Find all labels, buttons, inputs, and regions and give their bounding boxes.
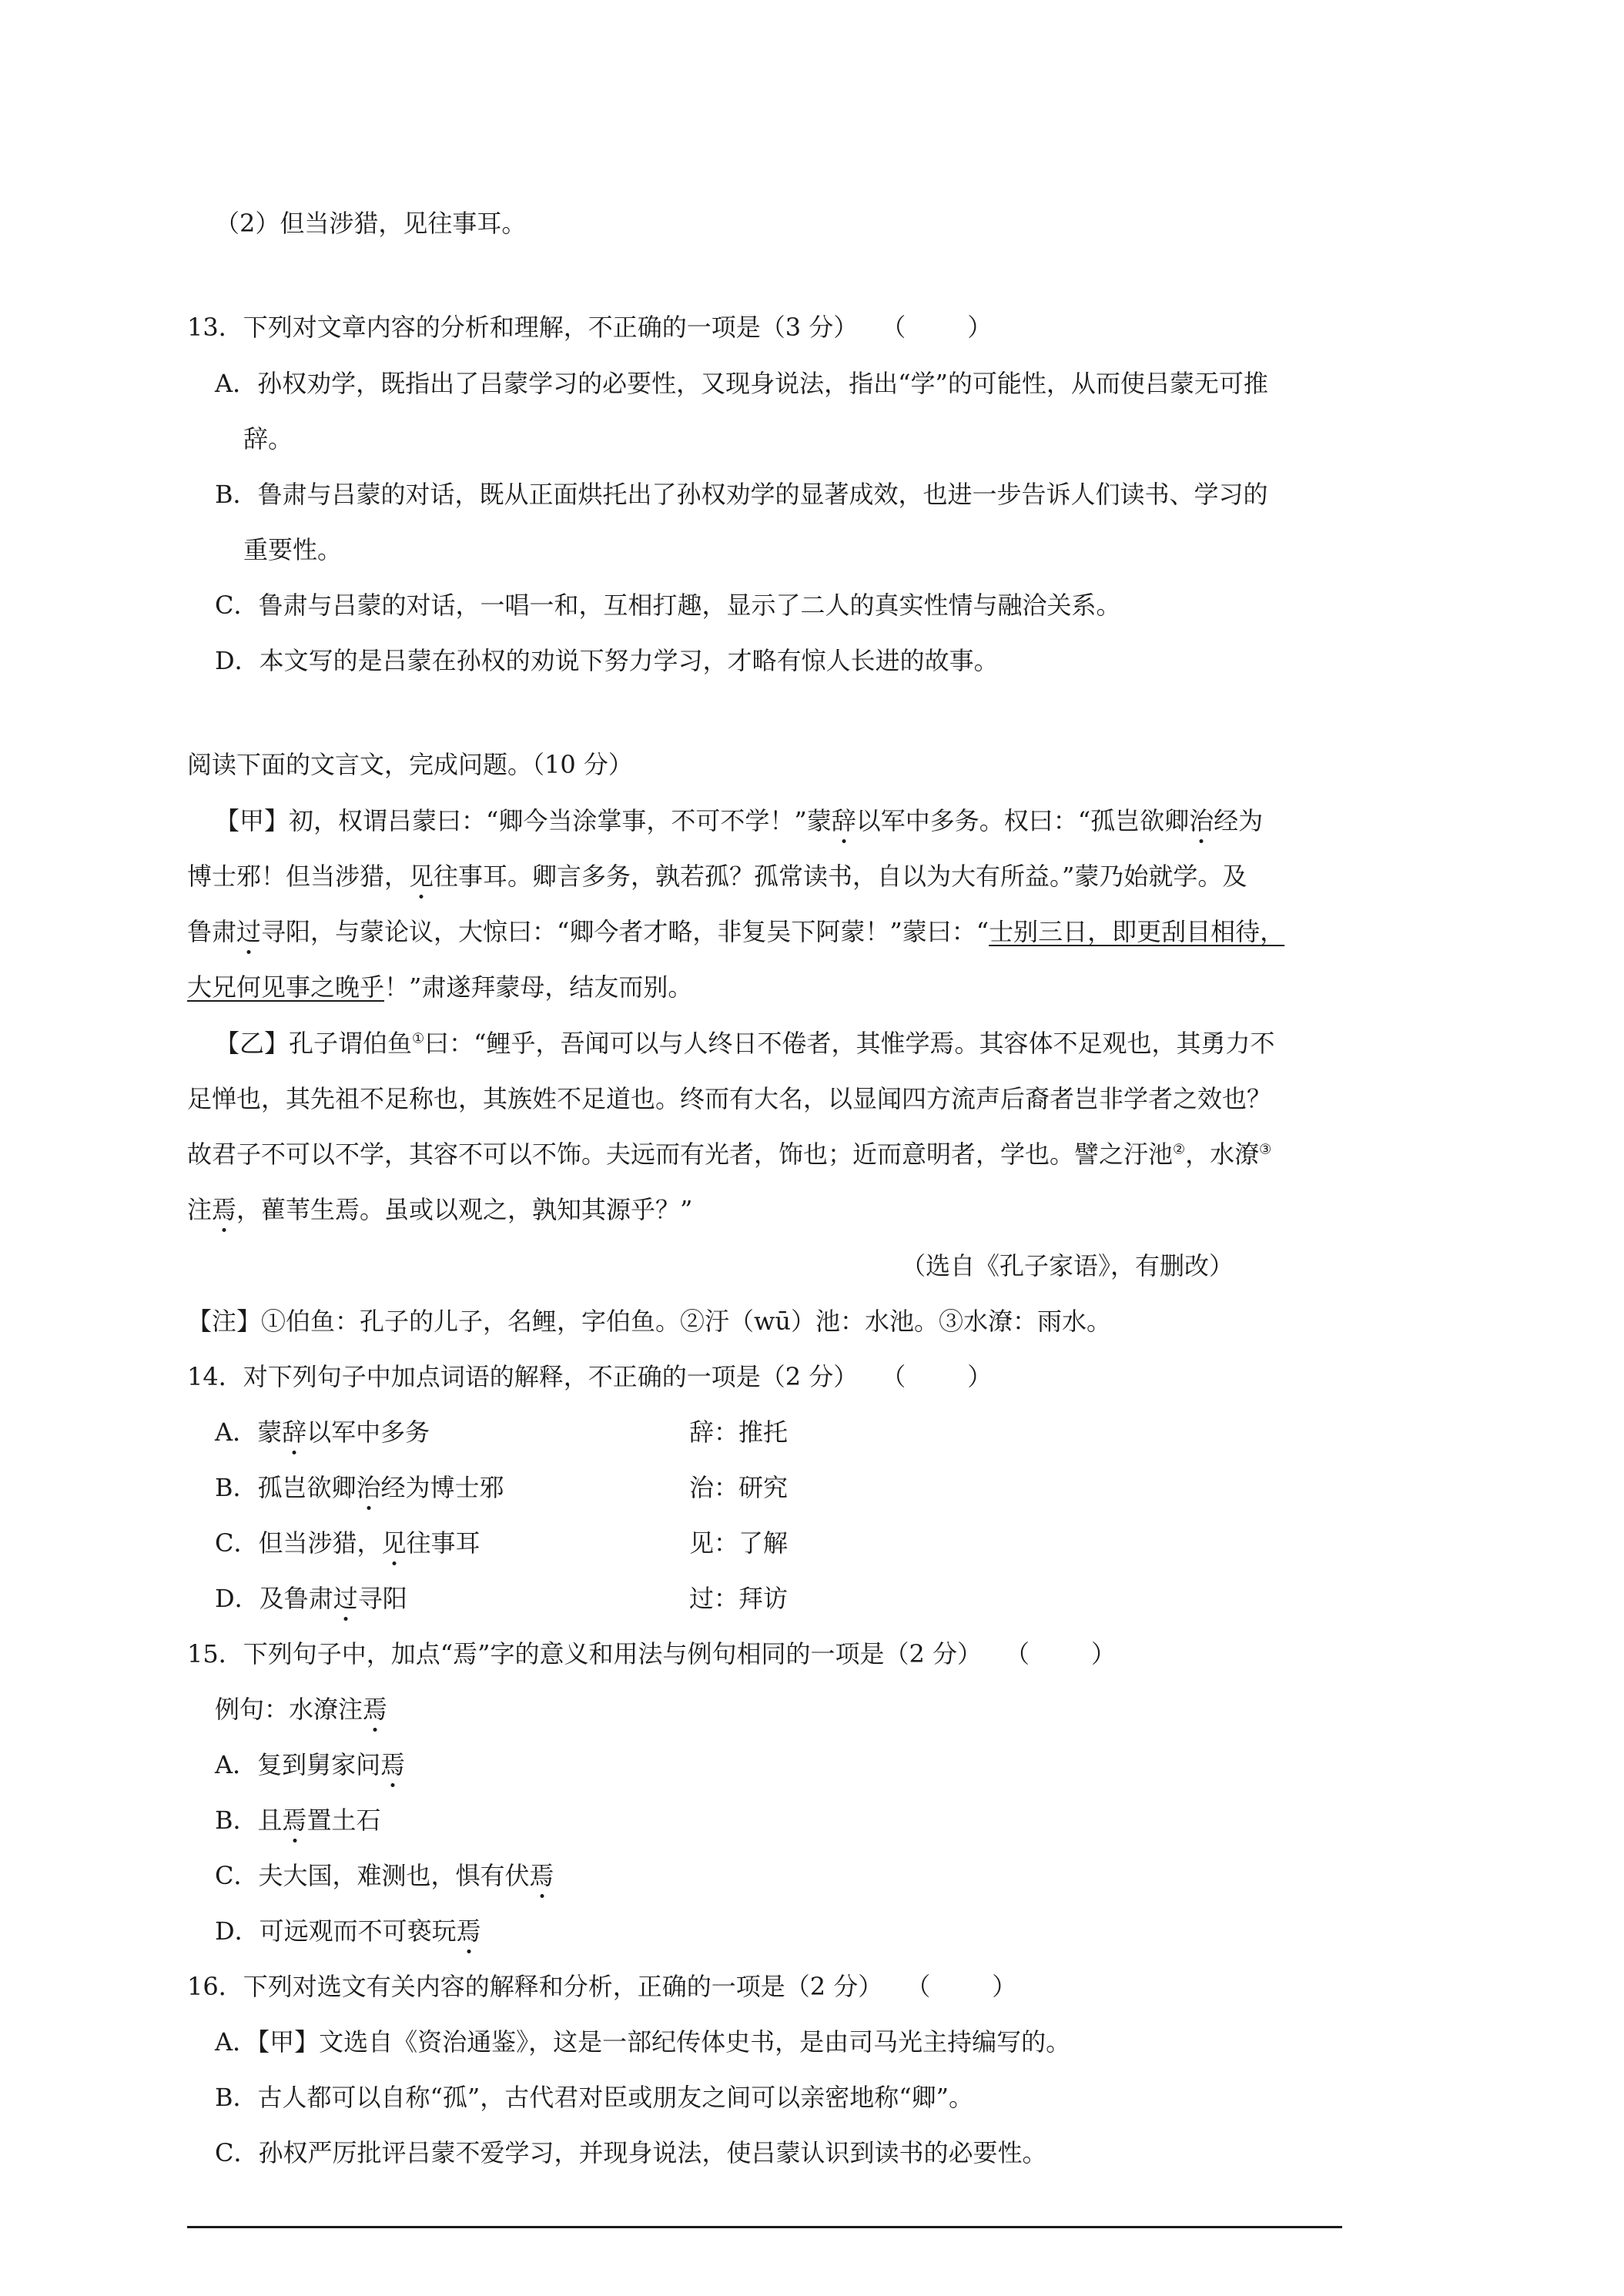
jia-l3-a: 鲁肃 <box>187 917 237 946</box>
underlined-sentence-part2: 大兄何见事之晚乎 <box>187 972 385 1002</box>
q15-a-pre: A．复到舅家问 <box>215 1750 381 1779</box>
q15-option-b <box>215 1805 381 1836</box>
passage-notes: 【注】①伯鱼：孔子的儿子，名鲤，字伯鱼。②汙（wū）池：水池。③水潦：雨水。 <box>187 1307 1112 1336</box>
q13-stem-text: 13．下列对文章内容的分析和理解，不正确的一项是（3 分） <box>187 313 859 342</box>
yi-l3-a: 故君子不可以不学，其容不可以不饰。夫远而有光者，饰也；近而意明者，学也。譬之汙池 <box>187 1140 1174 1169</box>
jia-l4-b: ！”肃遂拜蒙母，结友而别。 <box>384 972 693 1002</box>
dotted-word-yan: 焉 <box>212 1195 237 1224</box>
q13-option-a-line2: 辞。 <box>243 424 293 454</box>
q14-option-d <box>215 1583 407 1614</box>
q16-stem-text: 16．下列对选文有关内容的解释和分析，正确的一项是（2 分） <box>187 1972 883 2001</box>
note-marker-1: ① <box>412 1030 425 1047</box>
q14-paren-left: （ <box>881 1362 906 1391</box>
q15-paren-left: （ <box>1004 1639 1030 1668</box>
q14-stem <box>187 1361 992 1392</box>
q15-option-c <box>215 1860 554 1891</box>
q14-option-d-gloss: 过：拜访 <box>689 1584 789 1613</box>
q16-paren-right: ） <box>992 1972 1017 2001</box>
note-marker-2: ② <box>1173 1141 1186 1158</box>
q14-d-pre: D．及鲁肃 <box>215 1584 333 1613</box>
q15-c-pre: C．夫大国，难测也，惧有伏 <box>215 1861 530 1890</box>
q13-stem <box>187 312 992 343</box>
q14-option-b-gloss: 治：研究 <box>689 1473 789 1502</box>
q14-stem-text: 14．对下列句子中加点词语的解释，不正确的一项是（2 分） <box>187 1362 859 1391</box>
q14-d-dotted: 过 <box>333 1584 358 1613</box>
q14-c-dotted: 见 <box>381 1528 407 1558</box>
q13-paren-right: ） <box>967 313 993 342</box>
q13-option-d: D．本文写的是吕蒙在孙权的劝说下努力学习，才略有惊人长进的故事。 <box>215 646 999 675</box>
footer-divider <box>187 2226 1342 2228</box>
q14-d-post: 寻阳 <box>357 1584 407 1613</box>
q15-option-d <box>215 1916 481 1946</box>
jia-l1-a: 【甲】初，权谓吕蒙曰：“卿今当涂掌事，不可不学！”蒙 <box>215 806 832 835</box>
passage-yi-line1 <box>215 1028 1275 1059</box>
passage-yi-line4 <box>187 1194 692 1225</box>
q16-option-b: B．古人都可以自称“孤”，古代君对臣或朋友之间可以亲密地称“卿”。 <box>215 2083 973 2112</box>
q15-option-a <box>215 1749 405 1780</box>
passage-yi-line3 <box>187 1139 1271 1170</box>
passage-jia-line2 <box>187 861 1247 892</box>
jia-l1-c: 经为 <box>1214 806 1264 835</box>
jia-l3-b: 寻阳，与蒙论议，大惊曰：“卿今者才略，非复吴下阿蒙！”蒙曰：“ <box>261 917 989 946</box>
dotted-word-guo: 过 <box>236 917 262 946</box>
passage-jia-line4 <box>187 972 692 1002</box>
q15-c-dotted: 焉 <box>529 1861 554 1890</box>
dotted-word-zhi: 治 <box>1189 806 1214 835</box>
q16-option-c: C．孙权严厉批评吕蒙不爱学习，并现身说法，使吕蒙认识到读书的必要性。 <box>215 2138 1047 2167</box>
q14-option-a-gloss: 辞：推托 <box>689 1417 789 1447</box>
q15-b-post: 置土石 <box>306 1806 381 1835</box>
q14-b-post: 经为博士邪 <box>380 1473 504 1502</box>
yi-l1-b: 曰：“鲤乎，吾闻可以与人终日不倦者，其惟学焉。其容体不足观也，其勇力不 <box>424 1029 1275 1058</box>
q16-paren-left: （ <box>906 1972 931 2001</box>
yi-l3-b: ，水潦 <box>1185 1140 1260 1169</box>
yi-l4-b: ，雚苇生焉。虽或以观之，孰知其源乎？” <box>236 1195 693 1224</box>
q14-c-pre: C．但当涉猎， <box>215 1528 382 1558</box>
reading-intro: 阅读下面的文言文，完成问题。（10 分） <box>187 750 633 779</box>
q13-option-c: C．鲁肃与吕蒙的对话，一唱一和，互相打趣，显示了二人的真实性情与融洽关系。 <box>215 591 1121 620</box>
q15-example-pre: 例句：水潦注 <box>215 1695 363 1724</box>
q14-option-c <box>215 1528 481 1558</box>
q16-option-a: A．【甲】文选自《资治通鉴》，这是一部纪传体史书，是由司马光主持编写的。 <box>215 2027 1071 2057</box>
jia-l2-a: 博士邪！但当涉猎， <box>187 862 410 891</box>
yi-l1-a: 【乙】孔子谓伯鱼 <box>215 1029 413 1058</box>
yi-l4-a: 注 <box>187 1195 213 1224</box>
q12-item-2: （2）但当涉猎，见往事耳。 <box>215 209 527 238</box>
q13-paren-left: （ <box>881 313 906 342</box>
q14-a-pre: A．蒙 <box>215 1417 283 1447</box>
q15-b-dotted: 焉 <box>282 1806 307 1835</box>
jia-l2-b: 往事耳。卿言多务，孰若孤？孤常读书，自以为大有所益。”蒙乃始就学。及 <box>434 862 1247 891</box>
q14-a-post: 以军中多务 <box>306 1417 430 1447</box>
note-marker-3: ③ <box>1259 1141 1272 1158</box>
underlined-sentence-part1: 士别三日，即更刮目相待， <box>989 917 1285 946</box>
q15-d-pre: D．可远观而不可亵玩 <box>215 1916 457 1946</box>
q14-a-dotted: 辞 <box>282 1417 307 1447</box>
q15-paren-right: ） <box>1091 1639 1117 1668</box>
q15-stem-text: 15．下列句子中，加点“焉”字的意义和用法与例句相同的一项是（2 分） <box>187 1639 982 1668</box>
q14-b-pre: B．孤岂欲卿 <box>215 1473 357 1502</box>
q14-c-post: 往事耳 <box>406 1528 481 1558</box>
passage-jia-line3 <box>187 916 1284 947</box>
q13-option-b-line2: 重要性。 <box>243 535 343 564</box>
q15-d-dotted: 焉 <box>456 1916 481 1946</box>
dotted-word-ci: 辞 <box>831 806 856 835</box>
dotted-word-jian: 见 <box>409 862 434 891</box>
q14-option-a <box>215 1417 430 1448</box>
q14-option-c-gloss: 见：了解 <box>689 1528 789 1558</box>
q14-paren-right: ） <box>967 1362 993 1391</box>
passage-yi-line2: 足惮也，其先祖不足称也，其族姓不足道也。终而有大名，以显闻四方流声后裔者岂非学者之效也？ <box>187 1084 1272 1113</box>
q13-option-b-line1: B．鲁肃与吕蒙的对话，既从正面烘托出了孙权劝学的显著成效，也进一步告诉人们读书、学习的 <box>215 480 1268 509</box>
q13-option-a-line1: A．孙权劝学，既指出了吕蒙学习的必要性，又现身说法，指出“学”的可能性，从而使吕蒙无可推 <box>215 369 1268 398</box>
q15-stem <box>187 1638 1116 1669</box>
passage-jia-line1 <box>215 805 1263 836</box>
passage-source: （选自《孔子家语》，有删改） <box>901 1251 1234 1280</box>
q14-b-dotted: 治 <box>356 1473 381 1502</box>
q14-option-b <box>215 1472 504 1503</box>
jia-l1-b: 以军中多务。权曰：“孤岂欲卿 <box>856 806 1190 835</box>
q15-example <box>215 1694 387 1725</box>
q15-a-dotted: 焉 <box>380 1750 406 1779</box>
q15-example-dotted: 焉 <box>363 1695 388 1724</box>
q15-b-pre: B．且 <box>215 1806 283 1835</box>
q16-stem <box>187 1971 1016 2002</box>
